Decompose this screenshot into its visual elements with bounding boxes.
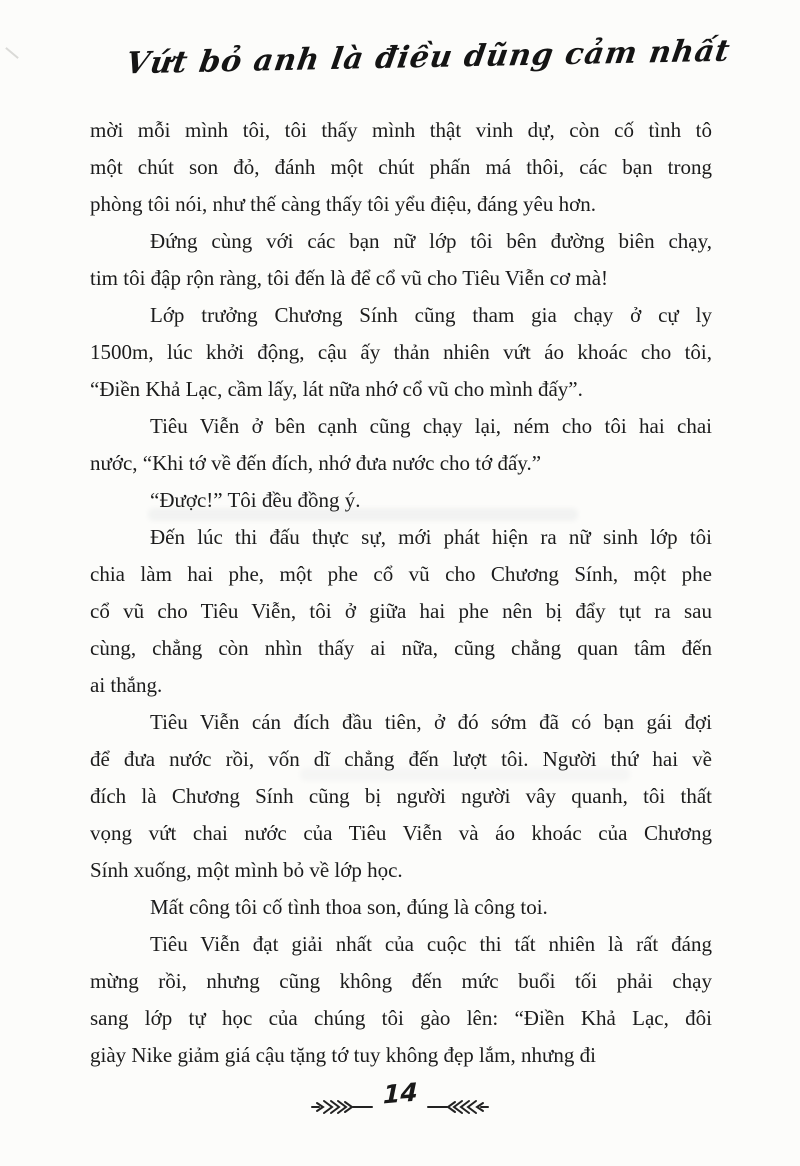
text-line: phòng tôi nói, như thế càng thấy tôi yểu điệu, đáng yêu hơn. <box>90 192 596 216</box>
page-footer <box>0 1077 800 1115</box>
text-line: Đến lúc thi đấu thực sự, mới phát hiện ra nữ sinh lớp tôi <box>150 525 712 549</box>
text-line: ai thắng. <box>90 673 163 697</box>
text-line: để đưa nước rồi, vốn dĩ chẳng đến lượt tôi. Người thứ hai về <box>90 747 712 771</box>
running-header-title: Vứt bỏ anh là điều dũng cảm nhất <box>123 33 733 82</box>
text-line: sang lớp tự học của chúng tôi gào lên: “Điền Khả Lạc, đôi <box>90 1006 712 1030</box>
text-line: Mất công tôi cố tình thoa son, đúng là công toi. <box>150 895 548 919</box>
text-line: tim tôi đập rộn ràng, tôi đến là để cổ vũ cho Tiêu Viễn cơ mà! <box>90 266 609 290</box>
text-line: cổ vũ cho Tiêu Viễn, tôi ở giữa hai phe nên bị đẩy tụt ra sau <box>90 599 712 623</box>
arrow-flourish-left-icon <box>311 1089 373 1115</box>
text-line: Tiêu Viễn cán đích đầu tiên, ở đó sớm đã có bạn gái đợi <box>150 710 712 734</box>
text-line: giày Nike giảm giá cậu tặng tớ tuy không đẹp lắm, nhưng đi <box>90 1043 596 1067</box>
text-line: Tiêu Viễn đạt giải nhất của cuộc thi tất nhiên là rất đáng <box>150 932 712 956</box>
text-line: mời mỗi mình tôi, tôi thấy mình thật vinh dự, còn cố tình tô <box>90 118 712 142</box>
text-line: nước, “Khi tớ về đến đích, nhớ đưa nước cho tớ đấy.” <box>90 451 542 475</box>
running-header <box>0 33 800 82</box>
text-line: Tiêu Viễn ở bên cạnh cũng chạy lại, ném cho tôi hai chai <box>150 414 712 438</box>
text-line: “Được!” Tôi đều đồng ý. <box>150 488 361 512</box>
arrow-flourish-right-icon <box>427 1089 489 1115</box>
page-number: 14 <box>382 1077 418 1110</box>
text-line: mừng rồi, nhưng cũng không đến mức buổi tối phải chạy <box>90 969 712 993</box>
text-line: chia làm hai phe, một phe cổ vũ cho Chương Sính, một phe <box>90 562 712 586</box>
text-line: một chút son đỏ, đánh một chút phấn má thôi, các bạn trong <box>90 155 712 179</box>
text-line: Sính xuống, một mình bỏ về lớp học. <box>90 858 403 882</box>
text-line: vọng vứt chai nước của Tiêu Viễn và áo khoác của Chương <box>90 821 712 845</box>
body-text <box>90 112 712 1074</box>
text-line: đích là Chương Sính cũng bị người người vây quanh, tôi thất <box>90 784 712 808</box>
text-line: 1500m, lúc khởi động, cậu ấy thản nhiên vứt áo khoác cho tôi, <box>90 340 712 364</box>
text-line: “Điền Khả Lạc, cầm lấy, lát nữa nhớ cổ vũ cho mình đấy”. <box>90 377 583 401</box>
text-line: Đứng cùng với các bạn nữ lớp tôi bên đường biên chạy, <box>150 229 712 253</box>
text-line: Lớp trưởng Chương Sính cũng tham gia chạy ở cự ly <box>150 303 712 327</box>
text-line: cùng, chẳng còn nhìn thấy ai nữa, cũng chẳng quan tâm đến <box>90 636 712 660</box>
